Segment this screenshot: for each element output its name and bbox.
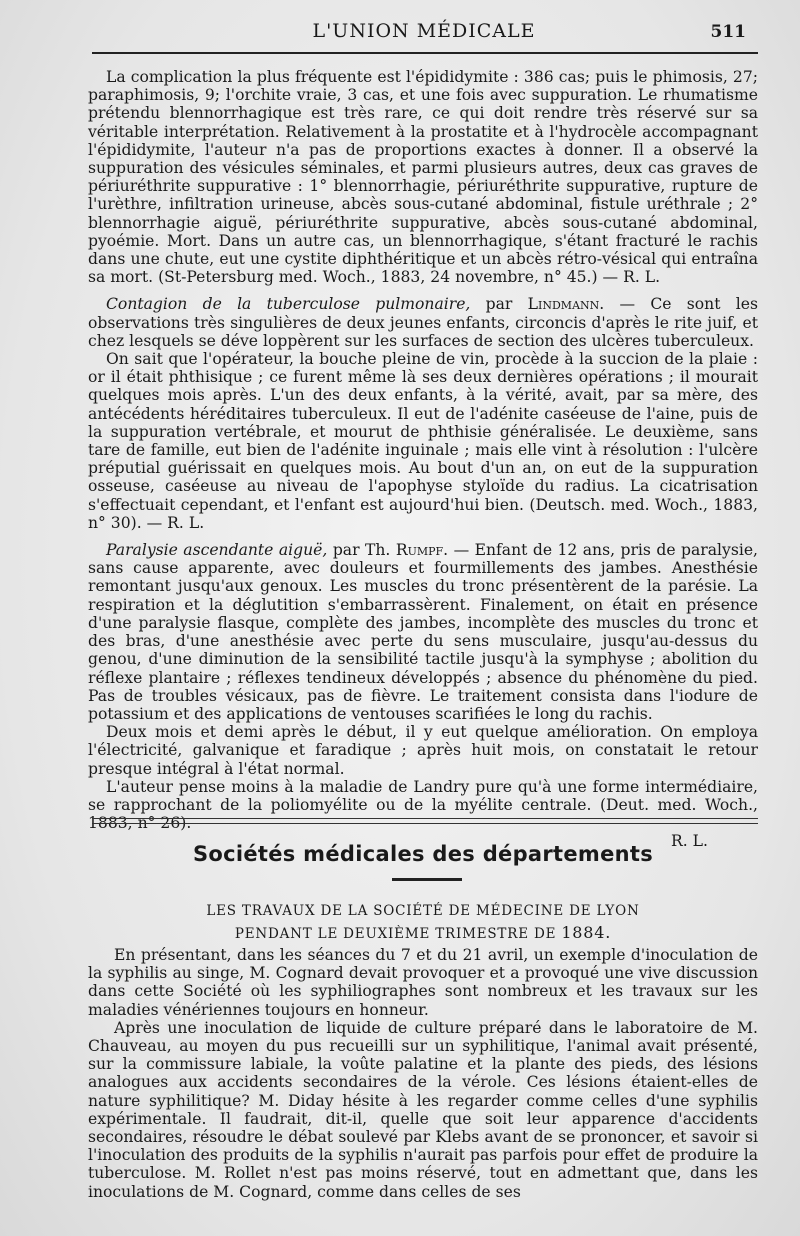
article-2-paragraph-1 xyxy=(88,295,758,350)
page-number: 511 xyxy=(710,22,746,42)
review-column xyxy=(88,68,758,851)
subheading-line-2-text: PENDANT LE DEUXIÈME TRIMESTRE DE xyxy=(234,926,557,942)
section-paragraph-1: En présentant, dans les séances du 7 et du 21 avril, un exemple d'inoculation de la syphilis au singe, M. Cognard devait provoquer et a provoqué une vive discussion dans cette Société où les syphiliographes sont nombreux et les travaux sur les maladies vénériennes toujours en honneur. xyxy=(88,946,758,1019)
article-3-author: Rumpf. xyxy=(395,541,449,560)
article-2-text: — Ce sont les observations très singulières de deux jeunes enfants, circoncis d'après le rite juif, et chez lesquels se déve loppèrent sur les surfaces de section des ulcères tuberculeux. xyxy=(88,295,758,350)
article-2-author: Lindmann. xyxy=(527,295,605,314)
section-column xyxy=(88,946,758,1201)
article-2-paragraph-2: On sait que l'opérateur, la bouche pleine de vin, procède à la succion de la plaie : or il était phthisique ; ce furent même là ses deux dernières opérations ; il mourait quelques mois après. L'un des deux enfants, à la vérité, avait, par sa mère, des antécédents héréditaires tuberculeux. Il eut de l'adénite caséeuse de l'aine, puis de la suppuration vertébrale, et mourut de phthisie généralisée. Le deuxième, sans tare de famille, eut bien de l'adénite inguinale ; mais elle vint à résolution : l'ulcère préputial guérissait en quelques mois. Au bout d'un an, on eut de la suppuration osseuse, caséeuse au niveau de l'apophyse styloïde du radius. La cicatrisation s'effectuait cependant, et l'enfant est aujourd'hui bien. (Deutsch. med. Woch., 1883, n° 30). — R. L. xyxy=(88,350,758,532)
subheading-line-2 xyxy=(88,922,758,945)
section-subheading xyxy=(88,900,758,945)
section-title: Sociétés médicales des départements xyxy=(192,842,654,866)
article-3-by: par Th. xyxy=(332,541,391,560)
running-head xyxy=(88,20,760,48)
section-title-rule xyxy=(392,878,462,881)
article-3-text: — Enfant de 12 ans, pris de paralysie, sans cause apparente, avec douleurs et fourmillements des jambes. Anesthésie remontant jusqu'aux genoux. Les muscles du tronc présentèrent de la parésie. La respiration et la déglutition s'embarrassèrent. Finalement, on était en présence d'une paralysie flasque, complète des jambes, incomplète des muscles du tronc et des bras, d'une anesthésie avec perte du sens musculaire, jusqu'au-dessus du genou, d'une diminution de la sensibilité tactile jusqu'à la symphyse ; abolition du réflexe plantaire ; réflexes tendineux développés ; absence du phénomène du pied. Pas de troubles vésicaux, pas de fièvre. Le traitement consista dans l'iodure de potassium et des applications de ventouses scarifiées le long du rachis. xyxy=(88,541,759,723)
article-2-by: par xyxy=(485,295,513,314)
article-2-title: Contagion de la tuberculose pulmonaire, xyxy=(106,295,471,314)
article-3-signature: R. L. xyxy=(671,832,708,851)
subheading-year: 1884. xyxy=(561,923,612,942)
article-1-paragraph: La complication la plus fréquente est l'épididymite : 386 cas; puis le phimosis, 27; paraphimosis, 9; l'orchite vraie, 3 cas, et une fois avec suppuration. Le rhumatisme prétendu blennorrhagique est très rare, ce qui doit rendre très réservé sur sa véritable interprétation. Relativement à la prostatite et à l'hydrocèle accompagnant l'épididymite, l'auteur n'a pas de proportions exactes à donner. Il a observé la suppuration des vésicules séminales, et parmi plusieurs autres, deux cas graves de périuréthrite suppurative : 1° blennorrhagie, périuréthrite suppurative, rupture de l'urèthre, infiltration urineuse, abcès sous-cutané abdominal, fistule uréthrale ; 2° blennorrhagie aiguë, périuréthrite suppurative, abcès sous-cutané abdominal, pyoémie. Mort. Dans un autre cas, un blennorrhagique, s'étant fracturé le rachis dans une chute, eut une cystite diphthéritique et un abcès rétro-vésical qui entraîna sa mort. (St-Petersburg med. Woch., 1883, 24 novembre, n° 45.) — R. L. xyxy=(88,68,758,287)
article-3-title: Paralysie ascendante aiguë, xyxy=(106,541,328,560)
subheading-line-1: LES TRAVAUX DE LA SOCIÉTÉ DE MÉDECINE DE LYON xyxy=(206,903,640,919)
journal-title: L'UNION MÉDICALE xyxy=(312,20,536,42)
section-paragraph-2: Après une inoculation de liquide de culture préparé dans le laboratoire de M. Chauveau, au moyen du pus recueilli sur un syphilitique, l'animal avait présenté, sur la commissure labiale, la voûte palatine et la plante des pieds, des lésions analogues aux accidents secondaires de la vérole. Ces lésions étaient-elles de nature syphilitique? M. Diday hésite à les regarder comme celles d'une syphilis expérimentale. Il faudrait, dit-il, quelle que soit leur apparence d'accidents secondaires, résoudre le débat soulevé par Klebs avant de se prononcer, et savoir si l'inoculation des produits de la syphilis n'aurait pas parfois pour effet de produire la tuberculose. M. Rollet n'est pas moins réservé, tout en admettant que, dans les inoculations de M. Cognard, comme dans celles de ses xyxy=(88,1018,758,1201)
article-3-paragraph-1 xyxy=(88,541,758,723)
article-3-paragraph-2: Deux mois et demi après le début, il y eut quelque amélioration. On employa l'électricité, galvanique et faradique ; après huit mois, on constatait le retour presque intégral à l'état normal. xyxy=(88,723,758,778)
article-3-paragraph-3: L'auteur pense moins à la maladie de Landry pure qu'à une forme intermédiaire, se rapprochant de la poliomyélite ou de la myélite centrale. (Deut. med. Woch., 1883, n° 26). xyxy=(88,777,758,833)
section-double-rule xyxy=(92,818,758,824)
header-rule xyxy=(92,52,758,54)
